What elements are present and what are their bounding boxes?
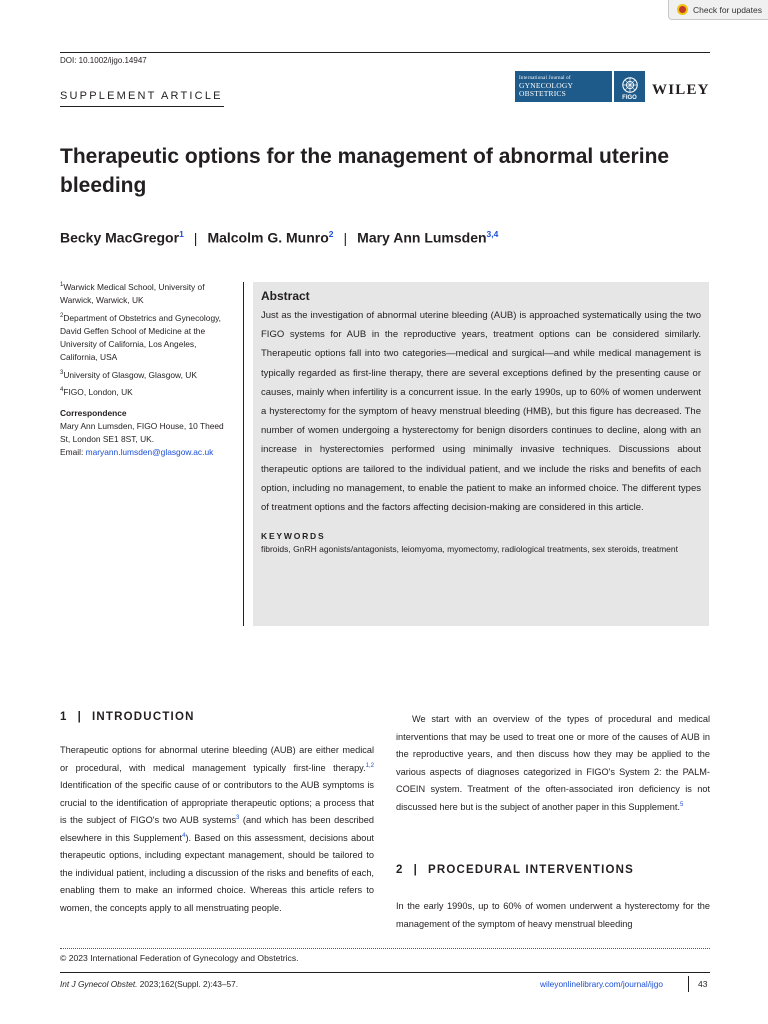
author-affil-ref[interactable]: 2 (328, 229, 334, 239)
affiliation: $^2$Department of Obstetrics and Gynecology, David Geffen School of Medicine at the University of California, Los Angeles, California, USA (60, 312, 221, 362)
correspondence (60, 407, 230, 459)
correspondence-heading: Correspondence (60, 408, 127, 419)
keywords-text: fibroids, GnRH agonists/antagonists, leiomyoma, myomectomy, radiological treatments, sex steroids, treatment (261, 544, 678, 555)
citation-ref[interactable]: 1,2 (365, 762, 374, 769)
author-name: Mary Ann Lumsden (357, 229, 487, 246)
affiliation: $^1$Warwick Medical School, University of Warwick, Warwick, UK (60, 281, 205, 305)
journal-url-link[interactable]: wileyonlinelibrary.com/journal/ijgo (540, 979, 663, 989)
email-link[interactable]: maryann.lumsden@glasgow.ac.uk (85, 447, 214, 458)
journal-citation: Int J Gynecol Obstet. 2023;162(Suppl. 2):43–57. (60, 979, 239, 989)
author-separator: | (193, 229, 198, 246)
author-name: Becky MacGregor (60, 229, 180, 246)
crossmark-icon (677, 4, 688, 15)
citation-ref[interactable]: 4 (182, 832, 186, 839)
copyright: © 2023 International Federation of Gynecology and Obstetrics. (60, 953, 299, 963)
author-affil-ref[interactable]: 3,4 (486, 229, 499, 239)
footer-divider (688, 976, 689, 992)
section-heading-procedural-interventions: 2 | PROCEDURAL INTERVENTIONS (396, 864, 635, 876)
correspondence-address: Mary Ann Lumsden, FIGO House, 10 Theed St, London SE1 8ST, UK. (60, 421, 224, 445)
abstract-text: Just as the investigation of abnormal uterine bleeding (AUB) is approached systematically using the two FIGO systems for AUB in the reproductive years, treatment options can be considered similarly. Therapeutic options fall into two categories—medical and surgical—and while medical management is typically regarded as first-line therapy, there are several exceptions defined by the presenting cause or causes, mainly when infertility is a concurrent issue. In the early 1990s, up to 60% of women underwent a hysterectomy for the symptom of heavy menstrual bleeding (HMB), but this figure has decreased. The number of women undergoing a hysterectomy for benign disorders continues to decline, along with an increase in hysterectomies performed using minimally invasive techniques. Discussions about therapeutic options are tailored to the individual patient, and we include the risks and benefits of each option, including no management, to enable the patient to make an informed choice. The different types of treatment options and the factors affecting decision-making are considered in this article. (261, 310, 701, 514)
figo-logo (614, 71, 645, 102)
abstract-box (253, 282, 709, 626)
header-rule (60, 52, 710, 53)
introduction-paragraph: Therapeutic options for abnormal uterine bleeding (AUB) are either medical or procedural, with medical management typically first-line therapy.$^{1,2}$ Identification of the specific cause of or contributors to the AUB symptoms is crucial to the identification of appropriate therapeutic options; a process that is the subject of FIGO's two AUB systems$^3$ (and which has been described elsewhere in this Supplement$^4$). Based on this assessment, decisions about therapeutic options, including expectant management, should be tailored to the individual patient, including a discussion of the risks and benefits of each, enabling them to make an informed choice. Whereas this article refers to women, the concepts apply to all menstruating people. (60, 745, 374, 913)
author-separator: | (343, 229, 348, 246)
figo-emblem-icon (621, 76, 639, 94)
author-name: Malcolm G. Munro (207, 229, 329, 246)
abstract-heading: Abstract (261, 289, 310, 303)
citation-ref[interactable]: 3 (236, 814, 240, 821)
page-number: 43 (698, 979, 708, 989)
journal-logo-line3: OBSTETRICS (519, 88, 567, 98)
check-for-updates-button[interactable] (668, 0, 768, 20)
figo-logo-text: FIGO (622, 95, 637, 101)
article-type: SUPPLEMENT ARTICLE (60, 90, 223, 102)
abstract-divider (243, 282, 244, 626)
check-for-updates-label: Check for updates (693, 4, 762, 15)
footer-rule (60, 972, 710, 973)
affiliation: $^4$FIGO, London, UK (60, 387, 133, 398)
footer-dotted-rule (60, 948, 710, 949)
article-title: Therapeutic options for the management of abnormal uterine bleeding (60, 145, 670, 197)
journal-logo-line2: GYNECOLOGY (519, 80, 574, 90)
journal-logo (515, 71, 612, 102)
overview-paragraph: We start with an overview of the types of procedural and medical interventions that may be used to treat one or more of the causes of AUB in the reproductive years, and then discuss how they may be applied to the various aspects of diagnoses categorized in FIGO's System 2: the PALM-COEIN system. Treatment of the often-associated iron deficiency is not discussed here but is the subject of another paper in this Supplement.$^5$ (396, 714, 710, 812)
affiliation: $^3$University of Glasgow, Glasgow, UK (60, 369, 197, 380)
article-type-rule (60, 106, 224, 107)
author-affil-ref[interactable]: 1 (179, 229, 184, 239)
keywords-heading: KEYWORDS (261, 531, 326, 542)
citation-ref[interactable]: 5 (679, 801, 684, 808)
publisher-logo: WILEY (652, 82, 710, 98)
procedural-paragraph: In the early 1990s, up to 60% of women underwent a hysterectomy for the management of the symptom of heavy menstrual bleeding (396, 901, 710, 929)
doi: DOI: 10.1002/ijgo.14947 (60, 56, 147, 65)
section-heading-introduction: 1 | INTRODUCTION (60, 711, 195, 723)
author-list (60, 229, 498, 246)
correspondence-email: Email: maryann.lumsden@glasgow.ac.uk (60, 447, 214, 458)
journal-logo-line1: International Journal of (519, 75, 571, 81)
affiliations (60, 279, 230, 459)
